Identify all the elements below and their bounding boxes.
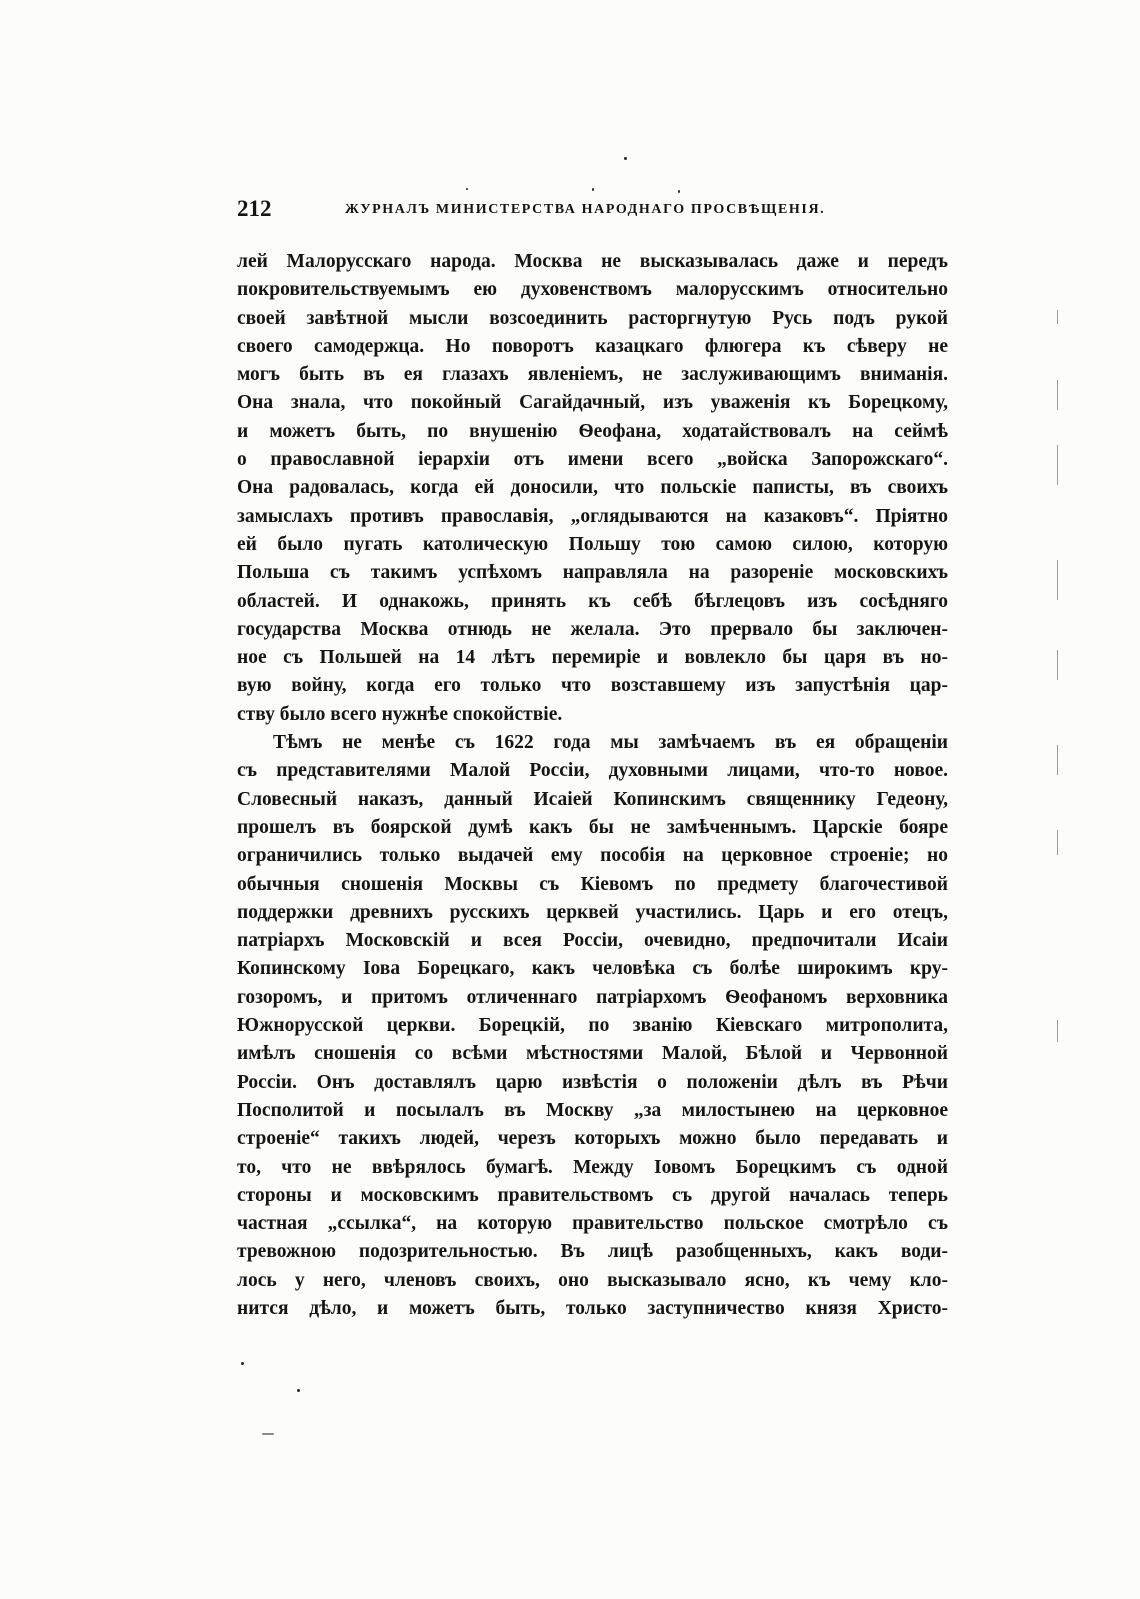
text-line: покровительствуемымъ ею духовенствомъ малорусскимъ относительно [237,279,948,301]
text-line: Словесный наказъ, данный Исаіей Копинскимъ священнику Гедеону, [237,788,948,810]
text-line: ству было всего нужнѣе спокойствіе. [237,703,563,725]
text-line: строеніе“ такихъ людей, черезъ которыхъ можно было передавать и [237,1128,948,1150]
page-number: 212 [237,196,272,221]
running-head: ЖУРНАЛЪ МИНИСТЕРСТВА НАРОДНАГО ПРОСВѢЩЕНІЯ. [345,202,826,217]
text-line: съ представителями Малой Россіи, духовными лицами, что-то новое. [237,760,948,782]
text-line: вую войну, когда его только что возставшему изъ запустѣнія цар- [237,675,948,697]
scan-edge-mark [1057,1020,1058,1042]
text-line: прошелъ въ боярской думѣ какъ бы не замѣченнымъ. Царскіе бояре [237,816,948,838]
text-line: государства Москва отнюдь не желала. Это прервало бы заключен- [237,618,948,640]
text-line: поддержки древнихъ русскихъ церквей участились. Царь и его отецъ, [237,901,948,923]
scan-edge-mark [1057,310,1058,324]
text-line: Россіи. Онъ доставлялъ царю извѣстія о положеніи дѣлъ въ Рѣчи [237,1071,948,1093]
text-line: ное съ Польшей на 14 лѣтъ перемиріе и вовлекло бы царя въ но- [237,647,948,669]
scan-edge-mark [1057,745,1058,775]
page-header [237,193,948,225]
text-line: Копинскому Іова Борецкаго, какъ человѣка съ болѣе широкимъ кру- [237,958,948,980]
text-line: Тѣмъ не менѣе съ 1622 года мы замѣчаемъ въ ея обращеніи [273,732,948,754]
scan-speck [678,190,680,193]
text-line: имѣлъ сношенія со всѣми мѣстностями Малой, Бѣлой и Червонной [237,1043,948,1065]
text-line: патріархъ Московскій и всея Россіи, очевидно, предпочитали Исаіи [237,930,948,952]
scan-speck [241,1362,244,1365]
text-line: могъ быть въ ея глазахъ явленіемъ, не заслуживающимъ вниманія. [237,364,948,386]
text-line: тревожною подозрительностью. Въ лицѣ разобщенныхъ, какъ води- [237,1241,948,1263]
scan-speck [624,157,627,160]
scan-speck [297,1389,300,1392]
text-line: Южнорусской церкви. Борецкій, по званію Кіевскаго митрополита, [237,1015,948,1037]
text-line: ограничились только выдачей ему пособія на церковное строеніе; но [237,845,948,867]
scan-speck [466,188,468,190]
text-line: частная „ссылка“, на которую правительство польское смотрѣло съ [237,1213,948,1235]
text-line: гозоромъ, и притомъ отличеннаго патріархомъ Ѳеофаномъ верховника [237,986,948,1008]
text-line: Она знала, что покойный Сагайдачный, изъ уваженія къ Борецкому, [237,392,948,414]
text-line: обычныя сношенія Москвы съ Кіевомъ по предмету благочестивой [237,873,948,895]
text-line: Она радовалась, когда ей доносили, что польскіе паписты, въ своихъ [237,477,948,499]
body-text [237,248,948,1323]
text-line: ей было пугать католическую Польшу тою самою силою, которую [237,533,948,555]
text-line: замыслахъ противъ православія, „оглядываются на казаковъ“. Пріятно [237,505,948,527]
text-line: областей. И однакожь, принять къ себѣ бѣглецовъ изъ сосѣдняго [237,590,948,612]
scan-speck [592,188,594,191]
text-line: лей Малорусскаго народа. Москва не высказывалась даже и передъ [237,251,948,272]
scan-edge-mark [1057,650,1058,680]
scan-edge-mark [1057,830,1058,855]
text-line: Посполитой и посылалъ въ Москву „за милостынею на церковное [237,1099,948,1121]
text-line: нится дѣло, и можетъ быть, только заступничество князя Христо- [237,1297,948,1319]
text-line: то, что не ввѣрялось бумагѣ. Между Іовомъ Борецкимъ съ одной [237,1156,948,1178]
scan-edge-mark [1057,380,1058,410]
text-line: стороны и московскимъ правительствомъ съ другой началась теперь [237,1184,948,1206]
text-line: Польша съ такимъ успѣхомъ направляла на разореніе московскихъ [237,562,948,584]
text-line: лось у него, членовъ своихъ, оно высказывало ясно, къ чему кло- [237,1269,948,1291]
text-line: и можетъ быть, по внушенію Ѳеофана, ходатайствовалъ на сеймѣ [237,420,948,442]
text-line: своего самодержца. Но поворотъ казацкаго флюгера къ сѣверу не [237,335,948,357]
scan-edge-mark [1057,560,1058,600]
scan-speck [262,1433,274,1435]
text-line: о православной іерархіи отъ имени всего „войска Запорожскаго“. [237,449,948,471]
text-line: своей завѣтной мысли возсоединить расторгнутую Русь подъ рукой [237,307,948,329]
scan-edge-mark [1057,445,1058,485]
